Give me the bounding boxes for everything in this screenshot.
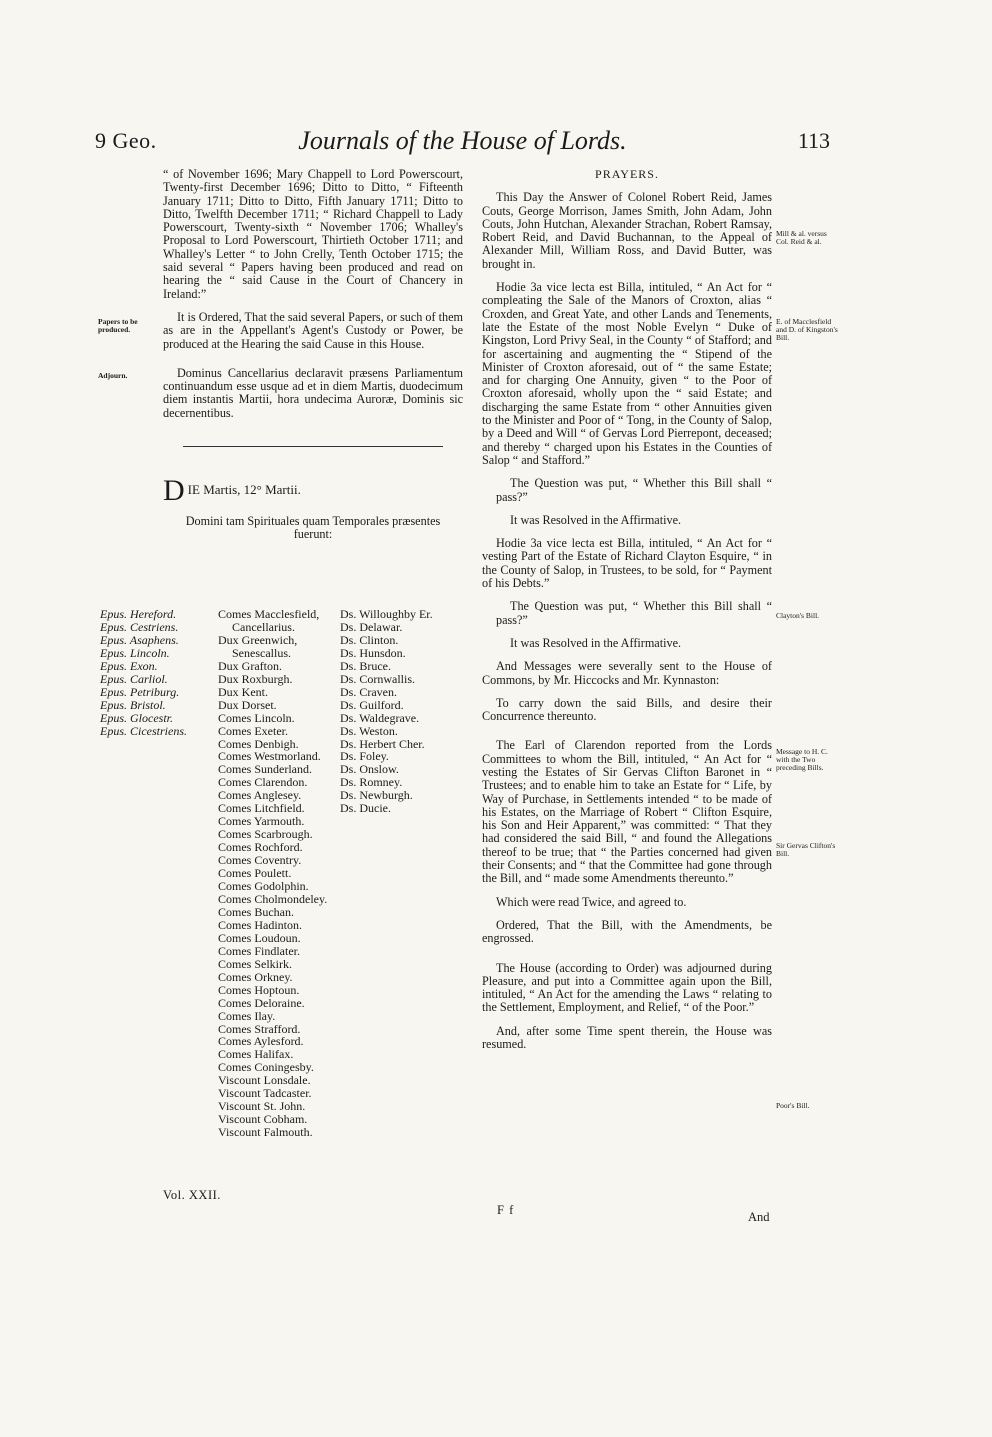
concurrence-paragraph: To carry down the said Bills, and desire their Concurrence thereunto. <box>482 695 772 724</box>
temporal-lord-entry: Comes Exeter. <box>218 723 288 738</box>
temporal-lord-entry: Comes Halifax. <box>218 1047 294 1062</box>
margin-note-poor: Poor's Bill. <box>776 1101 810 1110</box>
left-column <box>163 168 463 552</box>
temporal-lord-entry: Comes Orkney. <box>218 969 293 984</box>
section-divider <box>183 446 443 447</box>
drop-cap: D <box>163 474 185 508</box>
temporal-lord-entry: Dux Kent. <box>218 684 268 699</box>
temporal-lord-entry: Comes Rochford. <box>218 840 303 855</box>
read-twice-paragraph: Which were read Twice, and agreed to. <box>496 894 687 909</box>
question-paragraph-1: The Question was put, “ Whether this Bill shall “ pass?” <box>496 476 772 504</box>
temporal-lord-entry: Comes Poulett. <box>218 866 292 881</box>
temporal-lord-entry: Comes Selkirk. <box>218 956 292 971</box>
temporal-lord-entry: Comes Strafford. <box>218 1021 301 1036</box>
bishop-entry: Epus. Carliol. <box>100 671 168 686</box>
volume-label: Vol. XXII. <box>163 1188 221 1202</box>
margin-note-papers: Papers to be produced. <box>98 317 138 334</box>
adjournment-paragraph: Dominus Cancellarius declaravit præsens Parliamentum continuandum esse usque ad et in diem Martis, duodecimum diem instantis Martii, hora undecima Auroræ, Dominis sic decernentibus. <box>163 365 463 420</box>
baron-entry: Ds. Ducie. <box>340 801 391 816</box>
baron-entry: Ds. Delawar. <box>340 619 403 634</box>
temporal-lord-entry: Comes Anglesey. <box>218 788 302 803</box>
barons-list <box>340 608 433 815</box>
temporal-lord-entry: Comes Hoptoun. <box>218 982 300 997</box>
temporal-lord-entry: Comes Litchfield. <box>218 801 305 816</box>
messages-paragraph: And Messages were severally sent to the House of Commons, by Mr. Hiccocks and Mr. Kynnaston: <box>482 659 772 687</box>
macclesfield-bill-paragraph: Hodie 3a vice lecta est Billa, intituled, “ An Act for “ compleating the Sale of the Manors of Croxton, alias “ Croxden, and Great Yate, and other Lands and Tenements, late the Estate of the most Noble Evelyn “ Duke of Kingston, Lord Privy Seal, in the County “ of Stafford; and for ascertaining and augmenting the “ Stipend of the Minister of Croxton aforesaid, out of “ the same Estate; and for charging One Annuity, given “ to the Poor of Croxton aforesaid, wholly upon the “ said Estate; and discharging the same Estate from “ other Annuities given to the Minister and Poor of “ Tong, in the County of Salop, by a Deed and Will “ of Gervas Lord Pierrepont, deceased; and thereby “ charged upon his Estates in the Counties of Salop “ and Stafford.” <box>482 280 772 467</box>
question-paragraph-2: The Question was put, “ Whether this Bill shall “ pass?” <box>496 599 772 627</box>
margin-note-message: Message to H. C. with the Two preceding Bills. <box>776 747 828 772</box>
poor-bill-paragraph: The House (according to Order) was adjourned during Pleasure, and put into a Committee again upon the Bill, intituled, “ An Act for the amending the Laws “ relating to the Settlement, Employment, and Relief, “ of the Poor.” <box>482 960 772 1015</box>
temporal-lord-entry: Cancellarius. <box>232 619 295 634</box>
temporal-lord-entry: Viscount Cobham. <box>218 1112 308 1127</box>
temporal-lord-entry: Comes Ilay. <box>218 1008 276 1023</box>
temporal-lord-entry: Comes Yarmouth. <box>218 814 305 829</box>
bishop-entry: Epus. Petriburg. <box>100 684 180 699</box>
bishop-entry: Epus. Hereford. <box>100 607 177 621</box>
temporal-lord-entry: Viscount Falmouth. <box>218 1125 313 1140</box>
baron-entry: Ds. Craven. <box>340 684 397 699</box>
baron-entry: Ds. Romney. <box>340 775 403 790</box>
bishop-entry: Epus. Lincoln. <box>100 645 170 660</box>
temporal-lord-entry: Comes Cholmondeley. <box>218 891 328 906</box>
baron-entry: Ds. Clinton. <box>340 632 399 647</box>
continued-paragraph: “ of November 1696; Mary Chappell to Lord Powerscourt, Twenty-first December 1696; Ditto to Ditto, “ Fifteenth January 1711; Ditto to Ditto, Fifth January 1711; Ditto to Ditto, Twelfth December 1711; “ Richard Chappell to Lady Powerscourt, Twenty-sixth “ November 1706; Whalley's Proposal to Lord Powerscourt, Thirtieth October 1711; and Whalley's Letter “ to John Crelly, Tenth October 1715; the said several “ Papers having been produced and read on hearing the “ said Cause in the Court of Chancery in Ireland:” <box>163 167 463 301</box>
bishop-entry: Epus. Glocestr. <box>100 710 173 725</box>
present-heading: Domini tam Spirituales quam Temporales præsentes fuerunt: <box>185 514 441 542</box>
temporal-lord-entry: Comes Macclesfield, <box>218 607 320 621</box>
baron-entry: Ds. Newburgh. <box>340 788 413 803</box>
temporal-lord-entry: Dux Grafton. <box>218 658 282 673</box>
clayton-bill-paragraph: Hodie 3a vice lecta est Billa, intituled, “ An Act for “ vesting Part of the Estate of Richard Clayton Esquire, “ in the County of Salop, in Trustees, to be sold, for “ Payment of his Debts.” <box>482 536 772 591</box>
temporal-lord-entry: Senescallus. <box>232 645 291 660</box>
bishop-entry: Epus. Bristol. <box>100 697 166 712</box>
papers-order-paragraph: It is Ordered, That the said several Papers, or such of them as are in the Appellant's Agent's Custody or Power, be produced at the Hearing the said Cause in this House. <box>163 309 463 351</box>
temporal-lord-entry: Dux Dorset. <box>218 697 277 712</box>
temporal-lord-entry: Comes Godolphin. <box>218 879 309 894</box>
bishops-list <box>100 608 187 738</box>
bishop-entry: Epus. Cestriens. <box>100 619 179 634</box>
temporal-lord-entry: Viscount Tadcaster. <box>218 1086 312 1101</box>
clifton-report-paragraph: The Earl of Clarendon reported from the Lords Committees to whom the Bill, intituled, “ An Act for “ vesting the Estates of Sir Gervas Clifton Baronet in “ Trustees; and to enable him to take an Estate for “ Life, by Way of Purchase, in Settlements intended “ to be made of his Estates, on the Marriage of Robert “ Clifton Esquire, his Son and Heir Apparent,” was committed: “ That they had considered the said Bill, “ and found the Allegations thereof to be true; that “ the Parties concerned had given their Consents; and “ that the Committee had gone through the Bill, and “ made some Amendments thereunto.” <box>482 738 772 886</box>
margin-note-macclesfield: E. of Macclesfield and D. of Kingston's Bill. <box>776 317 838 342</box>
catchword: And <box>748 1210 770 1224</box>
prayers-heading: PRAYERS. <box>595 167 659 181</box>
sitting-date-heading <box>163 474 463 508</box>
ordered-engrossed-paragraph: Ordered, That the Bill, with the Amendments, be engrossed. <box>482 917 772 946</box>
baron-entry: Ds. Cornwallis. <box>340 671 415 686</box>
margin-note-mill: Mill & al. versus Col. Reid & al. <box>776 229 827 246</box>
bishop-entry: Epus. Cicestriens. <box>100 723 187 738</box>
temporal-lord-entry: Dux Roxburgh. <box>218 671 293 686</box>
temporal-lord-entry: Comes Scarbrough. <box>218 827 313 842</box>
resolved-paragraph-1: It was Resolved in the Affirmative. <box>510 512 682 527</box>
temporal-lord-entry: Comes Deloraine. <box>218 995 305 1010</box>
bishop-entry: Epus. Exon. <box>100 658 158 673</box>
temporal-lord-entry: Viscount St. John. <box>218 1099 306 1114</box>
header-page-number: 113 <box>797 128 830 153</box>
temporal-lord-entry: Comes Clarendon. <box>218 775 308 790</box>
signature-mark: F f <box>497 1203 515 1217</box>
margin-note-adjourn: Adjourn. <box>98 371 128 380</box>
temporal-lord-entry: Comes Coventry. <box>218 853 302 868</box>
temporal-lord-entry: Comes Findlater. <box>218 943 300 958</box>
baron-entry: Ds. Hunsdon. <box>340 645 406 660</box>
temporal-lords-list <box>218 608 327 1139</box>
bishop-entry: Epus. Asaphens. <box>100 632 179 647</box>
baron-entry: Ds. Guilford. <box>340 697 404 712</box>
header-regnal-year: 9 Geo. <box>95 128 157 153</box>
baron-entry: Ds. Herbert Cher. <box>340 736 425 751</box>
sitting-date-text: IE Martis, 12° Martii. <box>187 482 301 498</box>
baron-entry: Ds. Weston. <box>340 723 398 738</box>
baron-entry: Ds. Waldegrave. <box>340 710 420 725</box>
baron-entry: Ds. Bruce. <box>340 658 391 673</box>
temporal-lord-entry: Comes Hadinton. <box>218 917 302 932</box>
right-column <box>482 168 772 1061</box>
baron-entry: Ds. Foley. <box>340 749 389 764</box>
temporal-lord-entry: Comes Westmorland. <box>218 749 321 764</box>
temporal-lord-entry: Comes Denbigh. <box>218 736 299 751</box>
temporal-lord-entry: Viscount Lonsdale. <box>218 1073 311 1088</box>
temporal-lord-entry: Comes Coningesby. <box>218 1060 314 1075</box>
header-title: Journals of the House of Lords. <box>298 126 627 155</box>
temporal-lord-entry: Comes Loudoun. <box>218 930 301 945</box>
margin-note-clayton: Clayton's Bill. <box>776 611 820 620</box>
temporal-lord-entry: Comes Buchan. <box>218 904 294 919</box>
margin-note-clifton: Sir Gervas Clifton's Bill. <box>776 841 836 858</box>
page-header <box>95 128 830 158</box>
temporal-lord-entry: Comes Lincoln. <box>218 710 295 725</box>
temporal-lord-entry: Comes Aylesford. <box>218 1034 304 1049</box>
baron-entry: Ds. Onslow. <box>340 762 399 777</box>
temporal-lord-entry: Comes Sunderland. <box>218 762 312 777</box>
answer-paragraph: This Day the Answer of Colonel Robert Reid, James Couts, George Morrison, James Smith, John Adam, John Couts, John Hutchan, Alexander Strachan, Robert Ramsay, Robert Reid, and David Buchannan, to the Appeal of Alexander Mill, William Ross, and David Butter, was brought in. <box>482 190 772 271</box>
resumed-paragraph: And, after some Time spent therein, the House was resumed. <box>482 1023 772 1052</box>
temporal-lord-entry: Dux Greenwich, <box>218 632 298 647</box>
resolved-paragraph-2: It was Resolved in the Affirmative. <box>510 635 682 650</box>
baron-entry: Ds. Willoughby Er. <box>340 607 433 621</box>
